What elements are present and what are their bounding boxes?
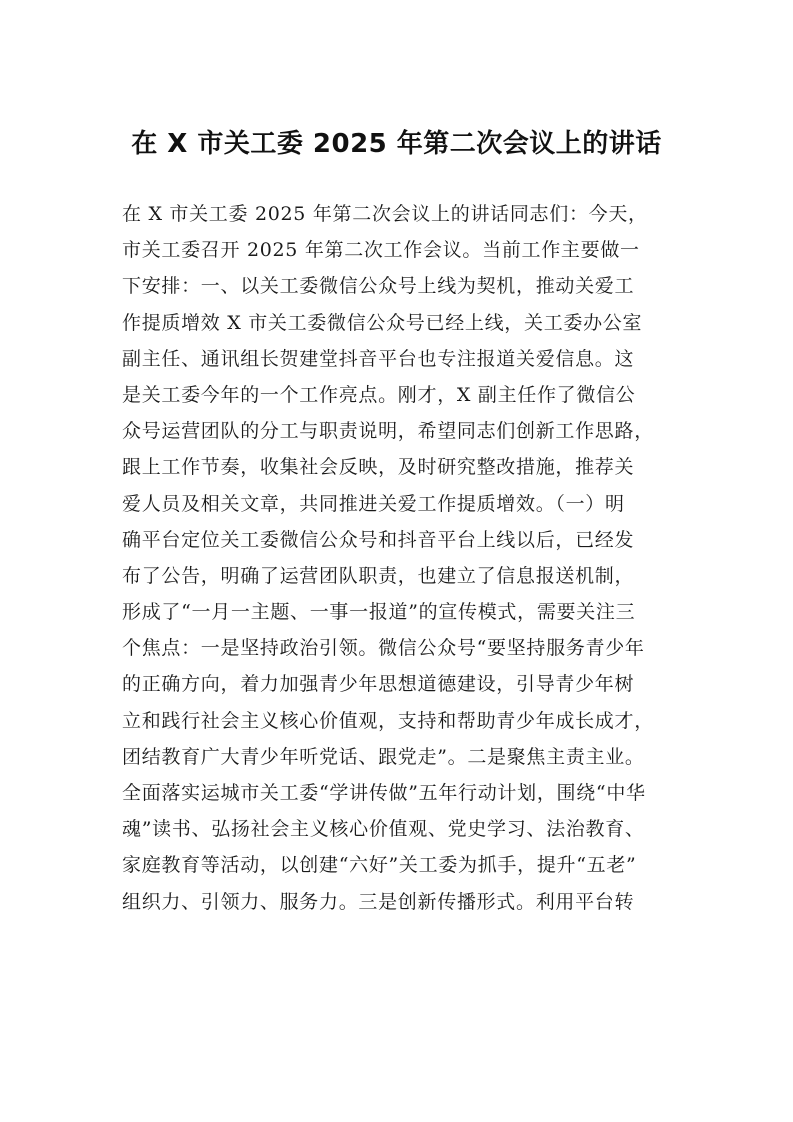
body-line: 家庭教育等活动，以创建“六好”关工委为抓手，提升“五老”: [122, 854, 637, 877]
body-line: 作提质增效 X 市关工委微信公众号已经上线，关工委办公室: [122, 311, 643, 334]
body-line: 在 X 市关工委 2025 年第二次会议上的讲话同志们：今天，: [122, 203, 648, 225]
body-line: 副主任、通讯组长贺建堂抖音平台也专注报道关爱信息。这: [122, 347, 635, 370]
body-line: 的正确方向，着力加强青少年思想道德建设，引导青少年树: [122, 673, 635, 696]
body-line: 布了公告，明确了运营团队职责，也建立了信息报送机制，: [122, 564, 635, 587]
body-line: 市关工委召开 2025 年第二次工作会议。当前工作主要做一: [122, 239, 640, 262]
body-line: 跟上工作节奏，收集社会反映，及时研究整改措施，推荐关: [122, 456, 635, 479]
body-line: 立和践行社会主义核心价值观，支持和帮助青少年成长成才，: [122, 709, 654, 732]
document-body: [122, 196, 692, 920]
document-title: 在 X 市关工委 2025 年第二次会议上的讲话: [131, 129, 662, 159]
body-line: 下安排：一、以关工委微信公众号上线为契机，推动关爱工: [122, 275, 635, 298]
body-line: 全面落实运城市关工委“学讲传做”五年行动计划，围绕“中华: [122, 782, 646, 804]
body-line: 众号运营团队的分工与职责说明，希望同志们创新工作思路，: [122, 420, 654, 443]
body-line: 魂”读书、弘扬社会主义核心价值观、党史学习、法治教育、: [122, 818, 645, 841]
body-line: 形成了“一月一主题、一事一报道”的宣传模式，需要关注三: [122, 601, 636, 624]
body-line: 组织力、引领力、服务力。三是创新传播形式。利用平台转: [122, 890, 635, 913]
body-line: 爱人员及相关文章，共同推进关爱工作提质增效。（一）明: [122, 492, 625, 515]
body-line: 个焦点：一是坚持政治引领。微信公众号“要坚持服务青少年: [122, 637, 645, 660]
body-line: 确平台定位关工委微信公众号和抖音平台上线以后，已经发: [122, 528, 635, 551]
body-line: 团结教育广大青少年听党话、跟党走”。二是聚焦主责主业。: [122, 745, 645, 768]
body-line: 是关工委今年的一个工作亮点。刚才，X 副主任作了微信公: [122, 383, 636, 406]
